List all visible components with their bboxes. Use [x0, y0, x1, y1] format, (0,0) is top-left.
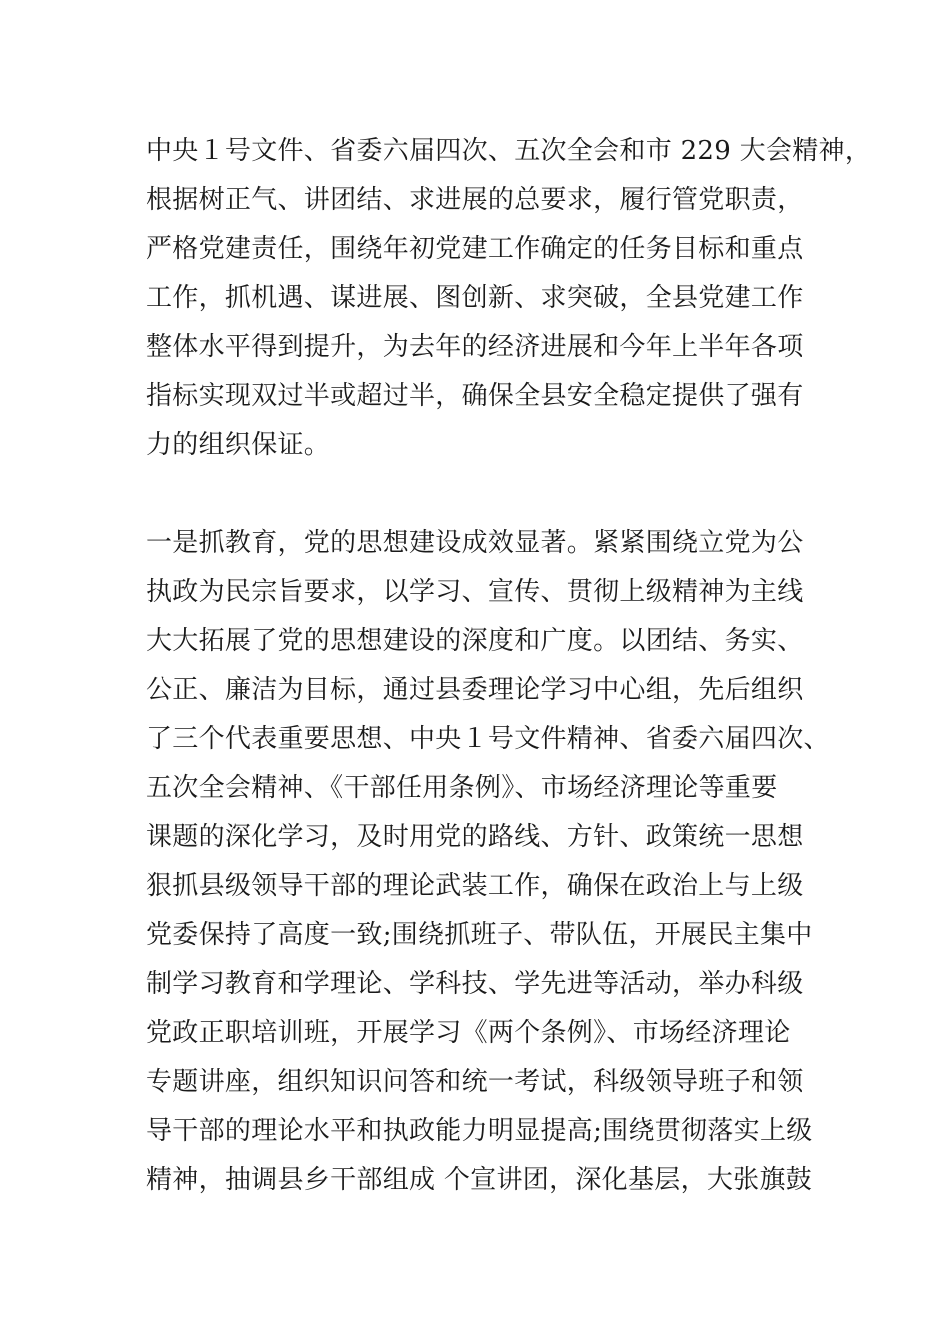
text-line: 大大拓展了党的思想建设的深度和广度。以团结、务实、 [146, 626, 804, 656]
text-line: 执政为民宗旨要求，以学习、宣传、贯彻上级精神为主线 [146, 577, 804, 607]
text-line: 整体水平得到提升，为去年的经济进展和今年上半年各项 [146, 332, 804, 362]
text-line: 狠抓县级领导干部的理论武装工作，确保在政治上与上级 [146, 871, 804, 901]
text-line: 党委保持了高度一致;围绕抓班子、带队伍，开展民主集中 [146, 920, 813, 950]
text-line: 根据树正气、讲团结、求进展的总要求，履行管党职责， [146, 185, 804, 215]
text-line: 力的组织保证。 [146, 430, 331, 460]
paragraph-education [146, 519, 846, 1205]
text-line: 五次全会精神、《干部任用条例》、市场经济理论等重要 [146, 773, 778, 803]
text-line: 导干部的理论水平和执政能力明显提高;围绕贯彻落实上级 [146, 1116, 813, 1146]
text-line: 了三个代表重要思想、中央１号文件精神、省委六届四次、 [146, 724, 830, 754]
text-line: 课题的深化学习，及时用党的路线、方针、政策统一思想 [146, 822, 804, 852]
text-line: 公正、廉洁为目标，通过县委理论学习中心组，先后组织 [146, 675, 804, 705]
text-line: 专题讲座，组织知识问答和统一考试，科级领导班子和领 [146, 1067, 804, 1097]
text-line: 指标实现双过半或超过半，确保全县安全稳定提供了强有 [146, 381, 804, 411]
text-line: 党政正职培训班，开展学习《两个条例》、市场经济理论 [146, 1018, 791, 1048]
text-line: 工作，抓机遇、谋进展、图创新、求突破，全县党建工作 [146, 283, 804, 313]
text-line: 制学习教育和学理论、学科技、学先进等活动，举办科级 [146, 969, 804, 999]
paragraph-summary [146, 127, 872, 470]
text-line: 一是抓教育，党的思想建设成效显著。紧紧围绕立党为公 [146, 528, 804, 558]
text-line: 严格党建责任，围绕年初党建工作确定的任务目标和重点 [146, 234, 804, 264]
text-line: 中央１号文件、省委六届四次、五次全会和市 229 大会精神， [146, 136, 872, 166]
text-line: 精神，抽调县乡干部组成 个宣讲团，深化基层，大张旗鼓 [146, 1165, 813, 1195]
